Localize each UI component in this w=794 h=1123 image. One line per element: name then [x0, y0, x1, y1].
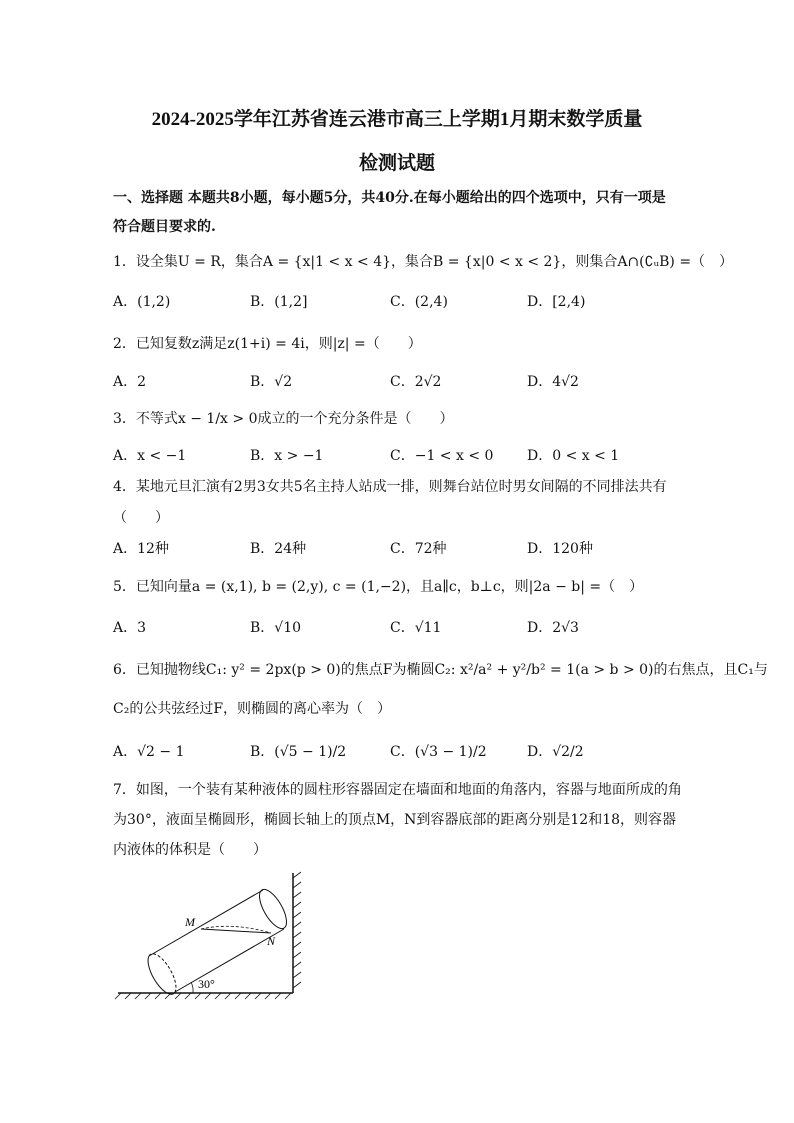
question-3-option-c: C．−1 < x < 0	[390, 448, 494, 464]
question-6-text: 6．已知抛物线C₁: y² = 2px(p > 0)的焦点F为椭圆C₂: x²/a² + y²/b² = 1(a > b > 0)的右焦点，且C₁与	[113, 662, 768, 678]
question-5-option-a: A．3	[113, 620, 147, 636]
cylinder-top-end	[254, 885, 292, 932]
cylinder-figure	[113, 868, 313, 1003]
question-7-text-cont2: 内液体的体积是（ ）	[113, 842, 267, 858]
question-6-option-a: A．√2 − 1	[113, 744, 185, 760]
question-2-option-c: C．2√2	[390, 374, 442, 390]
document-title: 2024-2025学年江苏省连云港市高三上学期1月期末数学质量	[151, 109, 643, 130]
question-6-text-cont: C₂的公共弦经过F，则椭圆的离心率为（ ）	[113, 701, 392, 717]
question-7-text: 7．如图，一个装有某种液体的圆柱形容器固定在墙面和地面的角落内，容器与地面所成的角	[113, 782, 682, 798]
question-1-text: 1．设全集U = R，集合A = {x|1 < x < 4}，集合B = {x|0 < x < 2}，则集合A∩(∁ᵤB) =（ ）	[113, 254, 734, 270]
label-m: M	[185, 915, 195, 929]
question-4-option-a: A．12种	[113, 541, 169, 557]
label-n: N	[267, 934, 276, 948]
question-1-option-d: D．[2,4)	[527, 294, 586, 310]
question-3-option-d: D．0 < x < 1	[527, 448, 620, 464]
cylinder-top-edge	[149, 890, 263, 956]
question-6-option-d: D．√2/2	[527, 744, 584, 760]
question-4-text-cont: （ ）	[113, 510, 169, 526]
question-1-option-a: A．(1,2)	[113, 294, 171, 310]
angle-label: 30°	[198, 977, 215, 991]
question-4-text: 4．某地元旦汇演有2男3女共5名主持人站成一排，则舞台站位时男女间隔的不同排法共有	[113, 479, 667, 495]
question-4-option-c: C．72种	[390, 541, 447, 557]
question-1-option-c: C．(2,4)	[390, 294, 448, 310]
angle-arc	[191, 982, 193, 993]
question-3-option-b: B．x > −1	[250, 448, 324, 464]
question-3-text: 3．不等式x − 1/x > 0成立的一个充分条件是（ ）	[113, 411, 454, 427]
cylinder-bottom-end	[148, 956, 175, 994]
question-7-text-cont: 为30°，液面呈椭圆形，椭圆长轴上的顶点M，N到容器底部的距离分别是12和18，则容器	[113, 812, 677, 828]
section-instruction: 一、选择题 本题共8小题，每小题5分，共40分.在每小题给出的四个选项中，只有一项是	[113, 190, 666, 206]
section-instruction-cont: 符合题目要求的.	[113, 219, 216, 235]
question-5-option-d: D．2√3	[527, 620, 579, 636]
question-2-option-d: D．4√2	[527, 374, 579, 390]
question-2-option-a: A．2	[113, 374, 147, 390]
question-5-text: 5．已知向量a = (x,1), b = (2,y), c = (1,−2)，且a∥c，b⊥c，则|2a − b| =（ ）	[113, 579, 644, 595]
question-5-option-b: B．√10	[250, 620, 302, 636]
question-2-text: 2．已知复数z满足z(1+i) = 4i，则|z| =（ ）	[113, 336, 422, 352]
question-4-option-d: D．120种	[527, 541, 593, 557]
question-2-option-b: B．√2	[250, 374, 293, 390]
question-6-option-b: B．(√5 − 1)/2	[250, 744, 347, 760]
question-1-option-b: B．(1,2]	[250, 294, 308, 310]
liquid-surface-line	[201, 929, 271, 933]
question-5-option-c: C．√11	[390, 620, 442, 636]
document-subtitle: 检测试题	[358, 153, 435, 174]
question-4-option-b: B．24种	[250, 541, 307, 557]
question-6-option-c: C．(√3 − 1)/2	[390, 744, 487, 760]
question-3-option-a: A．x < −1	[113, 448, 187, 464]
